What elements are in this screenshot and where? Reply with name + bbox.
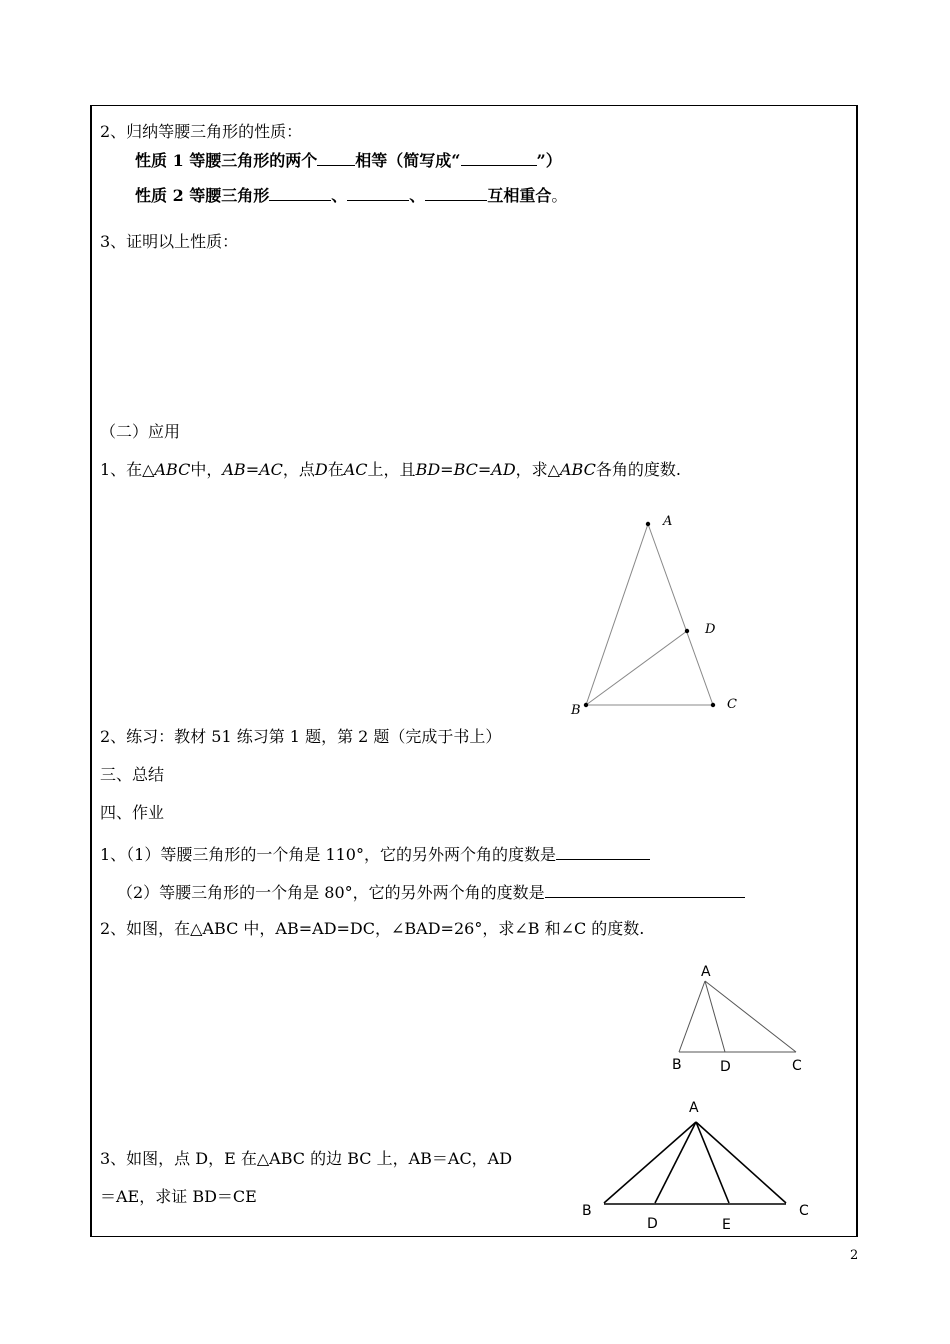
property-2-separator: 、	[409, 186, 426, 205]
property-2-separator: 、	[331, 186, 348, 205]
question-2: 2、练习：教材 51 练习第 1 题，第 2 题（完成于书上）	[100, 727, 502, 746]
q1-text: 上，且	[367, 460, 416, 479]
q1-text: ，点	[282, 460, 315, 479]
homework-1b-text: （2）等腰三角形的一个角是 80°，它的另外两个角的度数是	[117, 883, 545, 902]
fig1-label-b: B	[571, 703, 581, 718]
q1-text: 在	[327, 460, 344, 479]
fig2-label-a: A	[701, 964, 711, 980]
q1-text: 各角的度数.	[595, 460, 681, 479]
properties-heading: 2、归纳等腰三角形的性质：	[100, 122, 303, 141]
fig2-label-b: B	[672, 1057, 682, 1073]
summary-heading: 三、总结	[100, 765, 165, 784]
homework-1a-text: 1、（1）等腰三角形的一个角是 110°，它的另外两个角的度数是	[100, 845, 556, 864]
q1-text: 1、在△	[100, 460, 155, 479]
fig3-segment-ae	[696, 1122, 729, 1203]
q1-var: AB	[222, 460, 246, 479]
q1-var: AD	[491, 460, 516, 479]
fig2-label-d: D	[720, 1059, 731, 1075]
page-number: 2	[850, 1248, 859, 1263]
property-1-middle: 相等（简写成“	[355, 151, 461, 170]
fig1-label-a: A	[663, 514, 673, 529]
property-1-suffix: ”）	[536, 151, 562, 170]
q1-text: ，求△	[515, 460, 560, 479]
fig3-label-c: C	[799, 1203, 809, 1219]
fig3-side-ac	[696, 1122, 786, 1203]
proof-heading: 3、证明以上性质：	[100, 232, 239, 251]
property-2-end: 。	[551, 186, 568, 205]
q1-text: =	[245, 460, 260, 479]
property-1-prefix: 性质 1 等腰三角形的两个	[135, 151, 318, 170]
fig1-label-c: C	[727, 697, 737, 712]
q1-var: AC	[343, 460, 368, 479]
homework-heading: 四、作业	[100, 803, 165, 822]
property-2-prefix: 性质 2 等腰三角形	[135, 186, 270, 205]
q1-var: ABC	[559, 460, 596, 479]
homework-2: 2、如图，在△ABC 中，AB=AD=DC，∠BAD=26°，求∠B 和∠C 的度数.	[100, 919, 645, 938]
fig1-label-d: D	[705, 622, 716, 637]
fig3-label-a: A	[689, 1100, 699, 1116]
fig3-label-b: B	[582, 1203, 592, 1219]
homework-3-line-2: ＝AE，求证 BD＝CE	[100, 1187, 257, 1206]
application-heading: （二）应用	[100, 422, 181, 441]
homework-3-line-1: 3、如图，点 D，E 在△ABC 的边 BC 上，AB＝AC，AD	[100, 1149, 513, 1168]
fig2-label-c: C	[792, 1058, 802, 1074]
fig3-label-d: D	[647, 1216, 658, 1232]
property-2-suffix: 互相重合	[487, 186, 552, 205]
q1-text: 中，	[190, 460, 223, 479]
fig3-side-ab	[604, 1122, 696, 1203]
fig3-label-e: E	[722, 1217, 731, 1233]
q1-var: AC	[259, 460, 283, 479]
q1-text: =	[477, 460, 492, 479]
q1-var: BC	[453, 460, 478, 479]
q1-var: ABC	[154, 460, 191, 479]
q1-text: =	[440, 460, 454, 479]
fig3-segment-ad	[655, 1122, 696, 1203]
q1-var: BD	[415, 460, 441, 479]
q1-var: D	[314, 460, 328, 479]
